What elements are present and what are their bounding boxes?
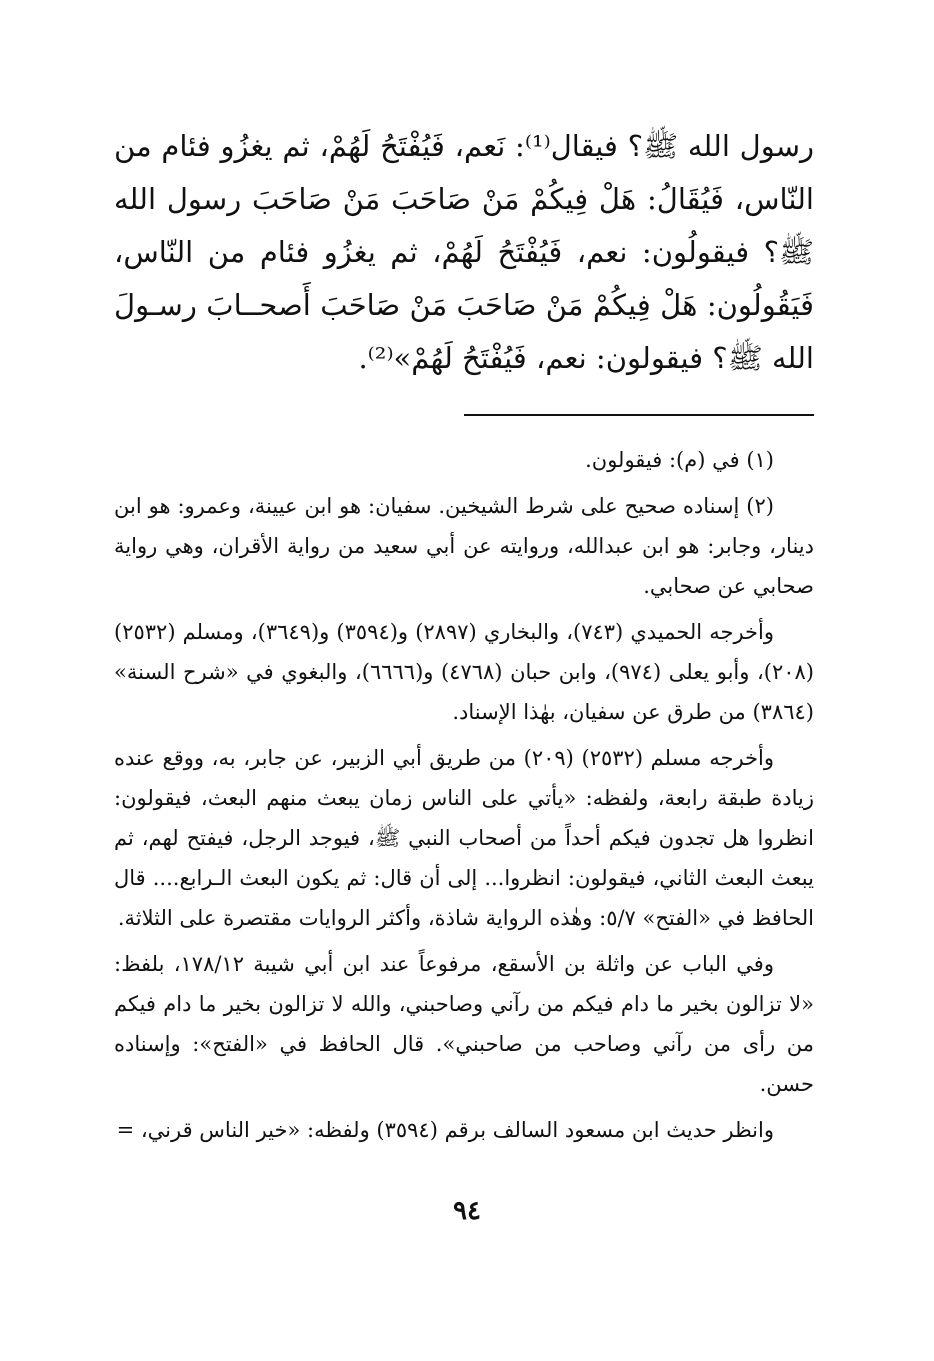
footnote-2: (٢) إسناده صحيح على شرط الشيخين. سفيان: هو ابن عيينة، وعمرو: هو ابن دينار، وجابر: هو ابن عبدالله، وروايته عن أبي سعيد من رواية الأقران، وهي رواية صحابي عن صحابي. [114,494,814,598]
footnote-2-wathila: وفي الباب عن واثلة بن الأسقع، مرفوعاً عند ابن أبي شيبة ١٧٨/١٢، بلفظ: «لا تزالون بخير ما دام فيكم من رآني وصاحبني، والله لا تزالون بخير ما دام فيكم من رأى من رآني وصاحب من صاحبني». قال الحافظ في «الفتح»: وإسناده حسن. [114,952,814,1096]
footnotes-section [114,440,814,1156]
main-hadith-text [114,120,814,385]
footnote-2-takhrij: وأخرجه الحميدي (٧٤٣)، والبخاري (٢٨٩٧) و(٣٥٩٤) و(٣٦٤٩)، ومسلم (٢٥٣٢) (٢٠٨)، وأبو يعلى (٩٧٤)، وابن حبان (٤٧٦٨) و(٦٦٦٦)، والبغوي في «شرح السنة» (٣٨٦٤) من طرق عن سفيان، بهٰذا الإسناد. [114,620,814,724]
footnote-2-muslim: وأخرجه مسلم (٢٥٣٢) (٢٠٩) من طريق أبي الزبير، عن جابر، به، ووقع عنده زيادة طبقة رابعة، ولفظه: «يأتي على الناس زمان يبعث منهم البعث، فيقولون: انظروا هل تجدون فيكم أحداً من أصحاب النبي ﷺ، فيوجد الرجل، فيفتح لهم، ثم يبعث البعث الثاني، فيقولون: انظروا... إلى أن قال: ثم يكون البعث الـرابع.... قال الحافظ في «الفتح» ٥/٧: وهٰذه الرواية شاذة، وأكثر الروايات مقتصرة على الثلاثة. [114,746,814,930]
footnote-1: (١) في (م): فيقولون. [585,448,774,472]
footnote-separator [464,414,814,416]
main-paragraph: رسول الله ﷺ؟ فيقال⁽¹⁾: نَعم، فَيُفْتَحُ لَهُمْ، ثم يغزُو فئام من النّاس، فَيُقَالُ: هَلْ فِيكُمْ مَنْ صَاحَبَ مَنْ صَاحَبَ رسول الله ﷺ؟ فيقولُون: نعم، فَيُفْتَحُ لَهُمْ، ثم يغزُو فئام من النّاس، فَيَقُولُون: هَلْ فِيكُمْ مَنْ صَاحَبَ مَنْ صَاحَبَ أَصحــابَ رسـولَ الله ﷺ؟ فيقولون: نعم، فَيُفْتَحُ لَهُمْ»⁽²⁾. [114,129,815,375]
footnote-2-ibn-masud: وانظر حديث ابن مسعود السالف برقم (٣٥٩٤) ولفظه: «خير الناس قرني، = [116,1118,774,1142]
page-number: ٩٤ [453,1196,481,1226]
